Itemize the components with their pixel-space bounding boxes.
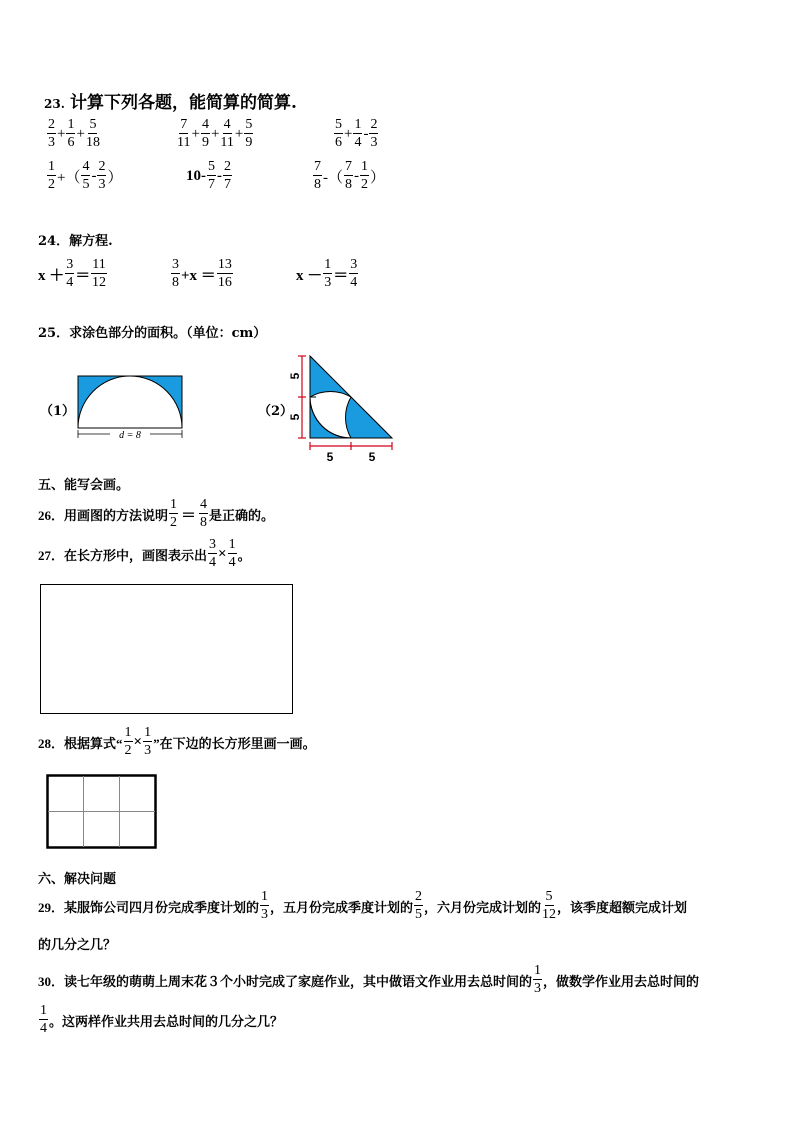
operator: ） [107, 169, 123, 186]
q30-line-1: 30．读七年级的萌萌上周末花３个小时完成了家庭作业，其中做语文作业用去总时间的 $\frac{1}{3}$ ，做数学作业用去总时间的 [38, 963, 700, 996]
q26-text-pre: 26．用画图的方法说明 [38, 507, 169, 523]
q28-text-pre: 28．根据算式“ [38, 735, 123, 751]
operator: + [234, 125, 244, 142]
fig2-label: （2） [258, 404, 294, 419]
fraction: $\frac{1}{2}$ [48, 159, 55, 192]
operator: + [57, 125, 66, 142]
fraction: $\frac{7}{8}$ [345, 159, 352, 192]
fraction: $\frac{3}{4}$ [350, 257, 358, 290]
q28-line: 28．根据算式“ $\frac{1}{2}$ × $\frac{1}{3}$ ”在下边的长方形里画一画。 [38, 725, 316, 758]
fraction: $\frac{2}{3}$ [98, 159, 106, 192]
fig1-label: （1） [40, 404, 76, 419]
operator: - [363, 125, 369, 142]
operator: x － [296, 267, 323, 284]
fraction: $\frac{7}{11}$ [177, 117, 191, 150]
q29-line-2: 的几分之几？ [38, 938, 117, 953]
fraction: $\frac{11}{12}$ [92, 257, 107, 290]
q25-label: 25．求涂色部分的面积。（单位：cm） [38, 326, 267, 341]
q27-drawing-rectangle[interactable] [40, 584, 293, 714]
fig2-dim-left-top: 5 [288, 372, 302, 380]
operator: + [344, 125, 353, 142]
operator: +（ [57, 169, 81, 186]
operator: ＝ [333, 267, 349, 284]
fig2-dim-bottom-left: 5 [326, 450, 334, 464]
operator: x ＋ [38, 267, 65, 284]
fraction: $\frac{7}{8}$ [314, 159, 321, 192]
fraction: $\frac{13}{16}$ [217, 257, 232, 290]
operator: - [91, 167, 97, 184]
fraction: $\frac{4}{5}$ [82, 159, 90, 192]
fraction: $\frac{4}{9}$ [201, 117, 209, 150]
q23-expr-3 [333, 118, 379, 150]
section-5-heading: 五、能写会画。 [38, 478, 130, 493]
fraction: $\frac{5}{18}$ [85, 117, 100, 150]
q23-title: 计算下列各题，能简算的简算. [69, 93, 297, 113]
operator: +x ＝ [181, 267, 216, 284]
operator: + [76, 125, 85, 142]
operator: - [217, 167, 222, 184]
q23-expr-5 [186, 160, 233, 192]
q23-expr-1 [46, 118, 101, 150]
q23-expr-2 [176, 118, 254, 150]
fraction: $\frac{1}{3}$ [324, 257, 332, 290]
fig2-dim-bottom-right: 5 [368, 450, 376, 464]
q28-text-post: ”在下边的长方形里画一画。 [153, 735, 316, 751]
fig1-diameter-label: d = 8 [119, 430, 141, 441]
fraction: $\frac{2}{3}$ [370, 117, 378, 150]
fraction: $\frac{1}{4}$ [354, 117, 362, 150]
fraction: $\frac{3}{4}$ [66, 257, 74, 290]
q24-eq-1 [38, 258, 108, 290]
fraction: $\frac{2}{7}$ [224, 159, 231, 192]
operator: - [354, 167, 359, 184]
fraction: $\frac{5}{6}$ [335, 117, 342, 150]
q23-expr-6 [312, 160, 385, 192]
q24-eq-2 [170, 258, 234, 290]
fig1-rect-semicircle-diagram [70, 370, 190, 446]
fraction: $\frac{5}{9}$ [245, 117, 253, 150]
operator: + [191, 125, 200, 142]
fraction: $\frac{4}{11}$ [220, 117, 234, 150]
fraction: $\frac{1}{2}$ [361, 159, 368, 192]
operator: ＝ [75, 267, 91, 284]
fraction: $\frac{3}{8}$ [172, 257, 179, 290]
fig2-dim-left-bottom: 5 [288, 413, 302, 421]
q30-line-2: $\frac{1}{4}$ 。这两样作业共用去总时间的几分之几？ [40, 1003, 284, 1036]
operator: -（ [323, 169, 343, 186]
q26-line: 26．用画图的方法说明 $\frac{1}{2}$ ＝ $\frac{4}{8}$ 是正确的。 [38, 497, 275, 530]
section-6-heading: 六、解决问题 [38, 872, 117, 887]
q24-label: 24．解方程. [38, 234, 113, 249]
operator: ） [370, 169, 386, 186]
operator: 10- [186, 167, 206, 184]
q24-eq-3 [296, 258, 359, 290]
q28-grid-rectangle[interactable] [46, 774, 158, 850]
q27-line: 27．在长方形中，画图表示出 $\frac{3}{4}$ × $\frac{1}{4}$ 。 [38, 537, 251, 570]
operator: + [210, 125, 220, 142]
fraction: $\frac{2}{3}$ [48, 117, 55, 150]
q23-expr-4 [46, 160, 122, 192]
q27-text-pre: 27．在长方形中，画图表示出 [38, 547, 208, 563]
fig2-triangle-diagram [286, 350, 398, 464]
q23-heading [44, 88, 297, 113]
q29-line-1: 29．某服饰公司四月份完成季度计划的 $\frac{1}{3}$ ，五月份完成季度计划的 $\frac{2}{5}$ ，六月份完成计划的 $\frac{5}{12}$ ，该季度超额完成计划 [38, 889, 688, 922]
fraction: $\frac{1}{6}$ [67, 117, 75, 150]
fraction: $\frac{5}{7}$ [208, 159, 215, 192]
q23-number: 23. [44, 97, 65, 111]
q26-text-post: 是正确的。 [209, 507, 275, 523]
